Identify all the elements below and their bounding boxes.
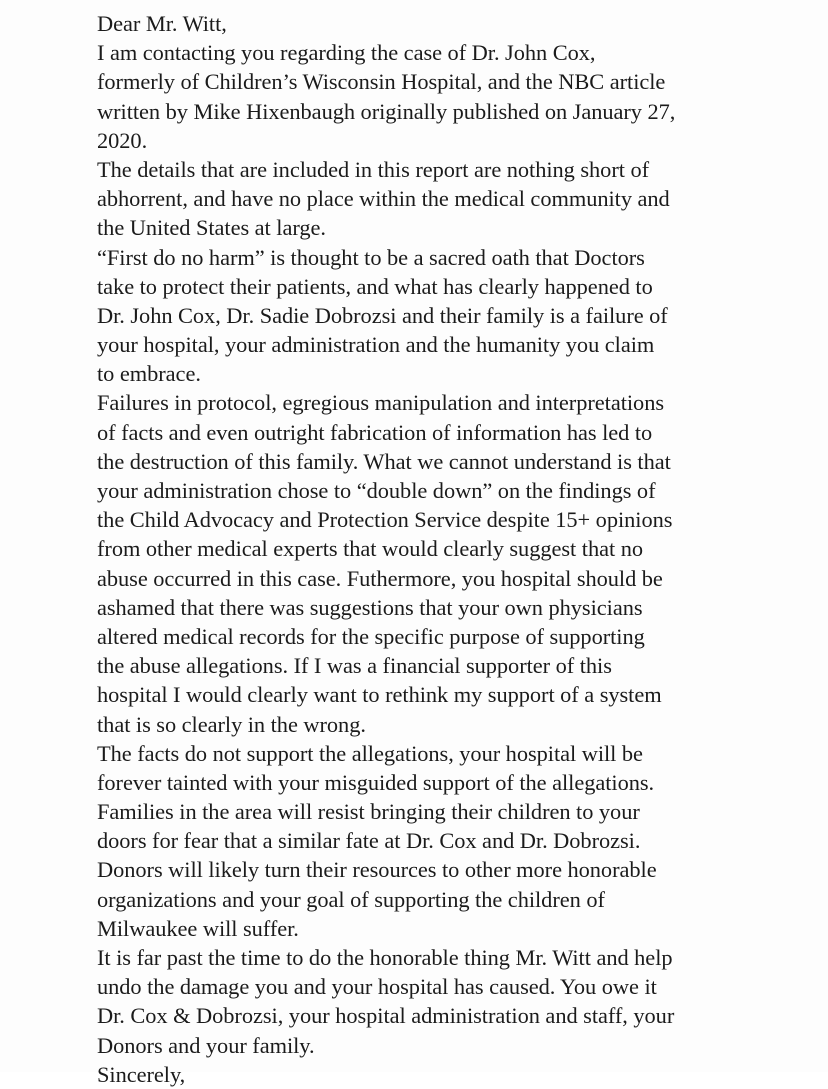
letter-line: hospital I would clearly want to rethink my support of a system <box>97 682 662 708</box>
letter-closing: Sincerely, <box>97 1061 186 1087</box>
letter-line: Families in the area will resist bringing their children to your <box>97 799 640 825</box>
letter-line: ashamed that there was suggestions that your own physicians <box>97 594 643 620</box>
letter-salutation: Dear Mr. Witt, <box>97 11 227 36</box>
letter-line: “First do no harm” is thought to be a sacred oath that Doctors <box>97 244 645 270</box>
letter-body <box>97 9 822 1089</box>
letter-line: the abuse allegations. If I was a financial supporter of this <box>97 653 612 679</box>
letter-line: to embrace. <box>97 361 201 387</box>
letter-line: abuse occurred in this case. Futhermore, you hospital should be <box>97 565 663 591</box>
letter-line: doors for fear that a similar fate at Dr. Cox and Dr. Dobrozsi. <box>97 828 641 854</box>
letter-line: Dr. John Cox, Dr. Sadie Dobrozsi and their family is a failure of <box>97 302 668 328</box>
letter-line: 2020. <box>97 127 148 153</box>
letter-line: The details that are included in this report are nothing short of <box>97 156 650 182</box>
letter-line: written by Mike Hixenbaugh originally published on January 27, <box>97 98 676 124</box>
letter-line: I am contacting you regarding the case of Dr. John Cox, <box>97 40 596 66</box>
letter-line: Failures in protocol, egregious manipulation and interpretations <box>97 390 665 416</box>
letter-line: abhorrent, and have no place within the medical community and <box>97 186 670 212</box>
letter-line: Donors will likely turn their resources to other more honorable <box>97 857 657 883</box>
letter-line: Milwaukee will suffer. <box>97 915 299 941</box>
letter-line: your hospital, your administration and the humanity you claim <box>97 332 655 358</box>
letter-line: that is so clearly in the wrong. <box>97 711 366 737</box>
letter-line: from other medical experts that would clearly suggest that no <box>97 536 643 562</box>
letter-line: the destruction of this family. What we cannot understand is that <box>97 448 671 474</box>
letter-line: Dr. Cox & Dobrozsi, your hospital administration and staff, your <box>97 1003 675 1029</box>
letter-line: Donors and your family. <box>97 1032 315 1058</box>
letter-line: the Child Advocacy and Protection Service despite 15+ opinions <box>97 507 673 533</box>
letter-line: altered medical records for the specific purpose of supporting <box>97 623 645 649</box>
letter-line: take to protect their patients, and what has clearly happened to <box>97 273 653 299</box>
letter-line: organizations and your goal of supporting the children of <box>97 886 605 912</box>
letter-line: your administration chose to “double down” on the findings of <box>97 478 656 503</box>
letter-line: of facts and even outright fabrication of information has led to <box>97 419 653 445</box>
letter-line: It is far past the time to do the honorable thing Mr. Witt and help <box>97 945 673 970</box>
letter-line: the United States at large. <box>97 215 326 241</box>
letter-line: undo the damage you and your hospital has caused. You owe it <box>97 974 657 1000</box>
letter-line: formerly of Children’s Wisconsin Hospital, and the NBC article <box>97 69 666 95</box>
letter-line: forever tainted with your misguided support of the allegations. <box>97 769 655 795</box>
letter-line: The facts do not support the allegations, your hospital will be <box>97 740 643 766</box>
